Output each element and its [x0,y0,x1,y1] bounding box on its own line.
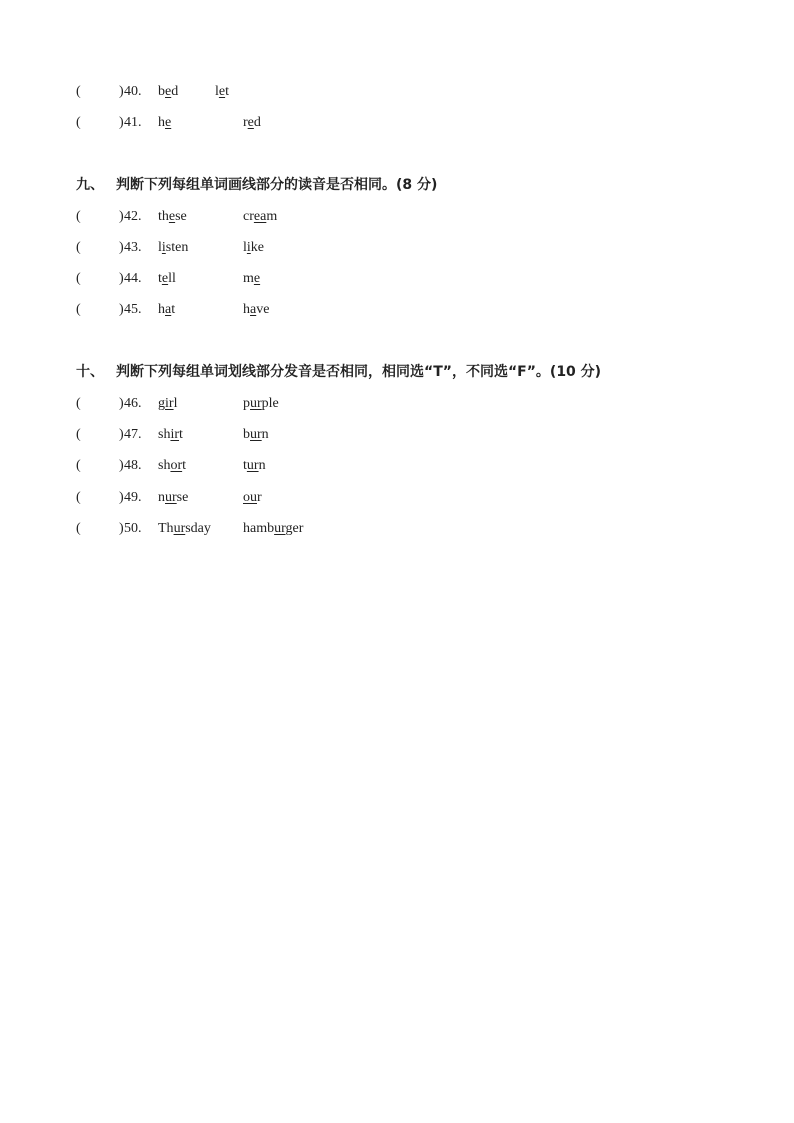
word-2: our [243,490,262,505]
section-instruction: 判断下列每组单词画线部分的读音是否相同。(8 分) [116,177,438,193]
section-number: 九、 [76,177,104,193]
word-1: girl [158,396,178,411]
word-1: hat [158,302,176,317]
answer-paren-close: ) [119,240,124,255]
word-1: he [158,115,172,130]
question-number: 50. [124,521,142,536]
answer-paren-close: ) [119,84,124,99]
question-number: 40. [124,84,142,99]
answer-paren-open: ( [76,84,81,99]
question-number: 44. [124,271,142,286]
section-9-heading [76,175,437,195]
answer-paren-open: ( [76,458,81,473]
word-2: let [215,84,229,99]
answer-paren-open: ( [76,490,81,505]
question-number: 47. [124,427,142,442]
section-number: 十、 [76,364,104,380]
answer-paren-close: ) [119,396,124,411]
answer-paren-open: ( [76,427,81,442]
word-2: hamburger [243,521,304,536]
word-1: Thursday [158,521,211,536]
word-1: tell [158,271,176,286]
section-10-heading [76,362,601,382]
word-2: turn [243,458,266,473]
word-1: short [158,458,187,473]
word-1: bed [158,84,179,99]
answer-paren-close: ) [119,209,124,224]
answer-paren-open: ( [76,271,81,286]
question-number: 43. [124,240,142,255]
word-2: cream [243,209,278,224]
question-number: 41. [124,115,142,130]
answer-paren-close: ) [119,427,124,442]
answer-paren-open: ( [76,521,81,536]
question-number: 45. [124,302,142,317]
word-2: purple [243,396,279,411]
answer-paren-close: ) [119,115,124,130]
word-1: listen [158,240,189,255]
question-number: 48. [124,458,142,473]
word-2: burn [243,427,269,442]
answer-paren-close: ) [119,271,124,286]
word-1: shirt [158,427,183,442]
word-1: these [158,209,187,224]
word-2: have [243,302,270,317]
question-number: 42. [124,209,142,224]
answer-paren-close: ) [119,458,124,473]
answer-paren-open: ( [76,115,81,130]
answer-paren-open: ( [76,396,81,411]
answer-paren-close: ) [119,521,124,536]
answer-paren-close: ) [119,490,124,505]
word-1: nurse [158,490,189,505]
question-number: 46. [124,396,142,411]
answer-paren-open: ( [76,302,81,317]
section-instruction: 判断下列每组单词划线部分发音是否相同，相同选“T”，不同选“F”。(10 分) [116,364,602,380]
word-2: like [243,240,264,255]
answer-paren-open: ( [76,209,81,224]
word-2: me [243,271,261,286]
answer-paren-open: ( [76,240,81,255]
answer-paren-close: ) [119,302,124,317]
word-2: red [243,115,261,130]
question-number: 49. [124,490,142,505]
